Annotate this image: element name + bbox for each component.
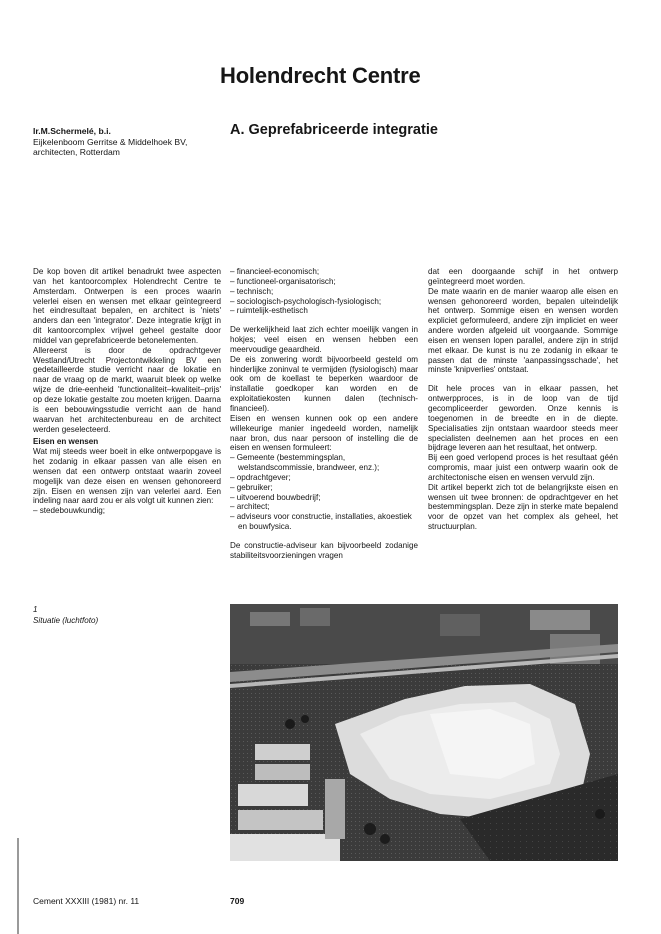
category-list: [230, 267, 418, 316]
text-column-3: [428, 267, 618, 532]
list-item: – functioneel-organisatorisch;: [230, 276, 336, 286]
author-name: Ir.M.Schermelé, b.i.: [33, 126, 111, 136]
paragraph: De kop boven dit artikel benadrukt twee aspecten van het kantoorcomplex Holendrecht Centre te Amsterdam. Ontwerpen is een proces waarin velerlei eisen en wensen met elkaar geïntegreerd het eindresultaat bepalen, en architect is 'niets' anders dan een 'integrator'. Deze integratie krijgt in dit kantoorcomplex vrijwel geheel gestalte door middel van geprefabriceerde betonelementen.: [33, 267, 221, 345]
list-item: – Gemeente (bestemmingsplan, welstandscommissie, brandweer, enz.);: [230, 453, 380, 473]
article-subtitle: A. Geprefabriceerde integratie: [230, 122, 438, 138]
list-item: – sociologisch-psychologisch-fysiologisch;: [230, 296, 382, 306]
paragraph: Dit hele proces van in elkaar passen, het ontwerpproces, is in de loop van de tijd gecompliceerder geworden. Onze kennis is toegenomen in de breedte en in de diepte. Specialisaties zijn ontstaan waardoor steeds meer specialisten deelnemen aan het proces en een bijdrage leveren aan het resultaat, het ontwerp.: [428, 384, 618, 453]
page-edge-line: [17, 838, 19, 934]
list-item: – gebruiker;: [230, 482, 273, 492]
list-item: – stedebouwkundig;: [33, 506, 105, 516]
paragraph: Dit artikel beperkt zich tot de belangrijkste eisen en wensen uit twee bronnen: de opdrachtgever en het bestemmingsplan. Deze zijn in sterke mate bepalend voor de opzet van het complex als geheel, het structuurplan.: [428, 482, 618, 532]
list-item: – uitvoerend bouwbedrijf;: [230, 492, 321, 502]
aerial-photo: [230, 604, 618, 861]
list-item: – financieel-economisch;: [230, 267, 320, 276]
paragraph: De mate waarin en de manier waarop alle eisen en wensen gehonoreerd worden, bepalen uiteindelijk het ontwerp. Sommige eisen en wensen worden expliciet geformuleerd, andere zijn impliciet en weer andere worden afgeleid uit voorgaande. Sommige eisen en wensen lopen parallel, andere zijn in strijd met elkaar. De kunst is nu ze zodanig in elkaar te passen dat de minste 'aanpassingsschade', het minste 'knipverlies' ontstaat.: [428, 286, 618, 375]
paragraph: Eisen en wensen kunnen ook op een andere willekeurige manier ingedeeld worden, namelijk naar bron, dus naar persoon of instelling die de eisen en wensen formuleert:: [230, 413, 418, 453]
text-column-2: [230, 267, 418, 561]
paragraph: Allereerst is door de opdrachtgever Westland/Utrecht Projectontwikkeling BV een gedetailleerde studie verricht naar de lokatie en naar de vraag op de markt, waaruit bleek op welke wijze de drie-eenheid 'functionaliteit–kwaliteit–prijs' op deze lokatie gestalte zou moeten krijgen. Daarna is een bebouwingsstudie verricht aan de hand waarvan het architectenbureau en de architect werden geselecteerd.: [33, 345, 221, 434]
paragraph: De werkelijkheid laat zich echter moeilijk vangen in hokjes; veel eisen en wensen hebben een meervoudige geaardheid.: [230, 325, 418, 354]
paragraph: Wat mij steeds weer boeit in elke ontwerpopgave is het zodanig in elkaar passen van alle eisen en wensen dat een ontwerp ontstaat waarin zoveel mogelijk van deze eisen en wensen gehonoreerd zijn. Eisen en wensen zijn van velerlei aard. Een indeling naar aard zou er als volgt uit kunnen zien:: [33, 447, 221, 506]
paragraph: De constructie-adviseur kan bijvoorbeeld zodanige stabiliteitsvoorzieningen vragen: [230, 540, 418, 560]
category-list: [33, 506, 221, 516]
list-item: – ruimtelijk-esthetisch: [230, 306, 308, 316]
article-title: Holendrecht Centre: [220, 63, 421, 88]
figure-caption-text: Situatie (luchtfoto): [33, 616, 99, 625]
author-role: architecten, Rotterdam: [33, 147, 120, 158]
section-heading: Eisen en wensen: [33, 437, 99, 447]
paragraph: De eis zonwering wordt bijvoorbeeld gesteld om hinderlijke zoninval te vermijden (fysiologisch) maar ook om de koellast te beperken waardoor de installatie goedkoper kan worden en de exploitatiekosten kunnen dalen (technisch-financieel).: [230, 354, 418, 413]
list-item: – technisch;: [230, 286, 274, 296]
author-block: [33, 126, 233, 158]
page-number: 709: [230, 896, 245, 906]
list-item: – architect;: [230, 502, 270, 512]
paragraph: dat een doorgaande schijf in het ontwerp geïntegreerd moet worden.: [428, 267, 618, 286]
paragraph: Bij een goed verlopend proces is het resultaat géén compromis, maar juist een ontwerp waarin ook de architectonische eisen en wensen vervuld zijn.: [428, 453, 618, 482]
author-firm: Eijkelenboom Gerritse & Middelhoek BV,: [33, 136, 188, 147]
figure-caption: [33, 604, 98, 626]
figure-number: 1: [33, 605, 38, 614]
list-item: – opdrachtgever;: [230, 472, 291, 482]
source-list: [230, 453, 418, 532]
text-column-1: [33, 267, 221, 516]
journal-reference: Cement XXXIII (1981) nr. 11: [33, 896, 140, 906]
list-item: – adviseurs voor constructie, installaties, akoestiek en bouwfysica.: [230, 512, 412, 532]
